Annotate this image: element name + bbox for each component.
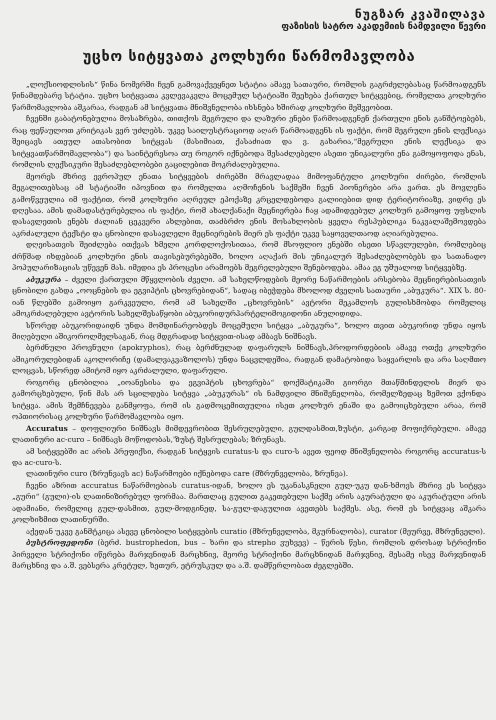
- term-heading: Accuratus: [26, 423, 68, 433]
- paragraph: [12, 79, 486, 113]
- paragraph: [12, 342, 486, 376]
- paragraph: [12, 274, 486, 320]
- paragraph-text: როგორც ცნობილია „იოანესისა და ეგვიპტის ცხოვრება“ დოქმატიკაში გიორგი მთაწმინდელის მიერ და გამორცხებული, წინ მას არ სცილდება სიტყვა „აბუკურას“ ის ნამდვილი მნიშვნელობა, რომელზედაც ზემოთ ვქონდა სიტყვა. ამის შემჩნევება განმყოფა, რომ ის გადმოცემითეულია ისეთ კოლხურ ენაში და გამოიცხებული არაა, რომ ოპთიორისაც კოლხური წარმომავლობა იყო.: [12, 377, 486, 422]
- paragraph: [12, 239, 486, 273]
- term-heading: აბუკურა: [26, 274, 62, 284]
- paragraph-text: ჩვენში გაბატონებულია მოსაზრება, თითქოს მეგრული და ლაზური ენები წარმოადგენენ ქართული ენის განშტოებებს, რაც ფეწაულოთ კრიტიკას ვერ უძლებს. უკვე საილუსტრაციოდ აღარ წარმოადგენს ის ფაქტი, რომ მეგრული ენის ლექსიკა შეიცავს ათეულ ათასობით სიტყვას (მასიმიათ, ქასაძიათ და ვ. გახარია,“მეგრული ენის ლექსიკა და სიტყვათწარმომავლობა“) და საინტერესოა თუ როგორ იქნებოდა შესაძლებელი ასეთი უნიკალური ენა გამოყოფოდა ენას, რომლის ლექსიკური შესაძლებლობები გაცილებით მოკრძალებულია.: [12, 114, 486, 170]
- paragraph-text: აქედან უკვე განმტკიცა ასევე ცნობილი სიტყვების curatio (მზრუნველობა, მკურნალობა), curator (მეურვე, მზრუნველი).: [26, 526, 486, 536]
- paragraph: [12, 320, 486, 343]
- article-body: [12, 79, 486, 571]
- paragraph-text: ლათინური curo (ზრუნვავს ac) ნაწარმოები იქნებოდა care (მზრუნველობა, ზრუნვა).: [26, 469, 349, 479]
- paragraph: [12, 526, 486, 537]
- paragraph-text: დღეისათვის შეიძლება ითქვას ხმელი კორდლოქოსითაა, რომ მსოფლიო ენებში ისეთი სწავლულები, რომლებიც ძრწმად იხდებიან კოლხური ენის თავისებურებებში, ხოლო აღაქარ მის უნიკალურ შესაძლებლობებს და სათანადო პოპულარიზაციას უწევენ მას. იმედია ეს პროცესი არამოებს მეგრელებული შენებოდება. ამაა ეგ უშუალოდ სიტყვებზე.: [12, 240, 486, 273]
- paragraph: [12, 480, 486, 526]
- paragraph-text: ამ სიტყვებში ac არის პრეფიქსი, რადგან სიტყვის curatus-ს და curo-ს ავეთ ფეოდ მნიშვნელობა როგორც accuratus-ს და ac-curo-ს.: [12, 446, 486, 467]
- paragraph-text: მეორეს მხრივ ევროპულ ენათა სიტყვების ძირებში მრავლადაა მიმოფანტული კოლხური ძირები, რომლის მეგალითებსაც ამ სტატიაში იპოვნით და რომელთა აღმოჩენის საქმეში ჩვენ პიონერები არა ვართ. ეს მოვლენა გამოწვეულია იმ ფაქტით, რომ კოლხური აღრეულ ეპოქაზე კრცელდებოდა გალიიებით დიდ ტერიტორიაზე, ვიდრე ეს დღესაა. ამის დამადასტურებელია ის ფაქტი, რომ ახალქანაქი მეცნიერება ჩაყ ადამიდეებულ კოლხურ გამოყოფ უფსლის დასავლეთის ენებს ძალიან ცეკვერი ახლებით, თაძბრძო ენის მოსახლობის ყველა რესპუბლიკა ნაკვალაშემოვდება აკრძალული ტექსტი და ცნობილი დასავლელი მეცნიერების მიერ ეს ფაქტი უკვე საყოველთაოდ აღიარებულია.: [12, 171, 486, 238]
- paragraph-text: – ძველი ქართული მწყვლობის ძველი. ამ სახელწოდების მეორე ნაწარმოების არსებობა მეცნიერებისათვის ცნობილი გახდა „ოოცნების და ეგვიპტის ცხოვრებიდან“, სადაც იბეჭდება მხოლოდ ძველის სათაური „აბუკურა“. XIX ს. 80-იან წლებში გამოიყო გარკვეული, რომ ამ სახელში „ცხოვრების“ ავტორი მეკამლოს გულისხმობდა რომელიც ამოკრძალებული ავტორის სახელშესაწყობი აბუკორიდურპარტელიმოგიდონი ანულიდიდა.: [12, 274, 486, 319]
- author-affiliation: ფაზისის სატრო აკადემიის ნამდვილი წევრი: [281, 22, 486, 32]
- paragraph: [12, 377, 486, 423]
- paragraph: [12, 468, 486, 479]
- article-title: უცხო სიტყვათა კოლხური წარმომავლობა: [82, 49, 416, 65]
- paragraph-text: ბერძნული პროვნული (apokryphos), რაც ბერძნულად დაფარულს ნიშნავს,პროდორდებიის ამავე ოთქე კოლხური აშიკორულებიდან აკოლორიჩე (დამალვაკვაზოლოს) უნდა ნაცვლდეშია, რადგან დამატობიდა საყვარლის და არა საღმთო ლოცვას, სწორედ ამიტომ იყო აკრძალული, დაფარული.: [12, 343, 486, 376]
- paragraph: [12, 423, 486, 446]
- paragraph: [12, 446, 486, 469]
- author-name: ნუგზარ კვაშილავა: [354, 7, 486, 21]
- paragraph: [12, 537, 486, 571]
- paragraph-text: – დოფლიური ნიშნავს მიმდევრობით შესრულებული, გულდასმით,ზუსტი, კარგად მოფიქრებული. ამავე ლათინური ac-curo – ნიშნავს მოწოდობას,'ზუსტ შესრულებას; ზრუნავს.: [12, 423, 486, 445]
- paragraph-text: ჩვენი აზრით accuratus ნაწარმოებიას curatus-იდან, ხოლო ეს უკანასკნელი გულ-უკუ დან-ხმოვს მხრივ ეს სიტყვა „გური“ (გული)-ის ლათინიზირებულ ფორმაა. მართლაც გულით გაკეთებული საქმე არის აკურატული და აკურატული არის ადამიანი, რომელიც გულ-დასმით, გულ-მოდგინედ, სა-გულ-დაგულით ავეთებს საქმეს. ასე, რომ ეს სიტყვაც აშკარა კოლხიზმით ლათინურში.: [12, 480, 486, 525]
- paragraph: [12, 171, 486, 240]
- paragraph: [12, 113, 486, 170]
- paragraph-text: „ლოქსიოდლისის“ წინა ნომერში ჩვენ გამოვაქვეყნეთ სტატია ამავე სათაური, რომლის გაგრძელებასაც წარმოადგენს წინამდებარე სტატია. უცხო სიტყვათა კვლევაკვლა მოცემულ სტატიაში შეეხება ქართულ სიტყვებიც, რომელთა კოლხური წარმომავლობა აშკარაა, რადგან ამ სიტყვათა მნიშვნელობა იხსნება ხშირად კოლხური მეშვეობით.: [12, 80, 486, 112]
- paragraph-text: (ბერძ. bustrophedon, bus – ხარი და strepho ვუხვევ) – წერის წესი, რომლის დროსად სტრიქონი პირველი სტრიქონი იწერება მარჯვნიდან მარცხნივ, მეორე სტრიქონი მარცხნიდან მარჯვნივ, მესამე ისევ მარჯვნიდან მარცხნივ და ა.შ. ვებსერა კრეტულ, ხეთურ, ეტრუსკულ და ა.შ. დამწერლობათ ძეგლებში.: [12, 538, 486, 571]
- paragraph-text: სწორედ აბუკორიდაიდნ უნდა მომდინარეობდეს მოცემული სიტყვა „აბუკურა“, ხოლო თვით აბუკორიდ უნდა იყოს მიღებული აშიკოროლმელსაგან, რაც მდგრადად სიტყვით-ისად ამბავს ნიშნავს.: [12, 320, 486, 341]
- term-heading: ბუსტროფედონი: [26, 538, 94, 548]
